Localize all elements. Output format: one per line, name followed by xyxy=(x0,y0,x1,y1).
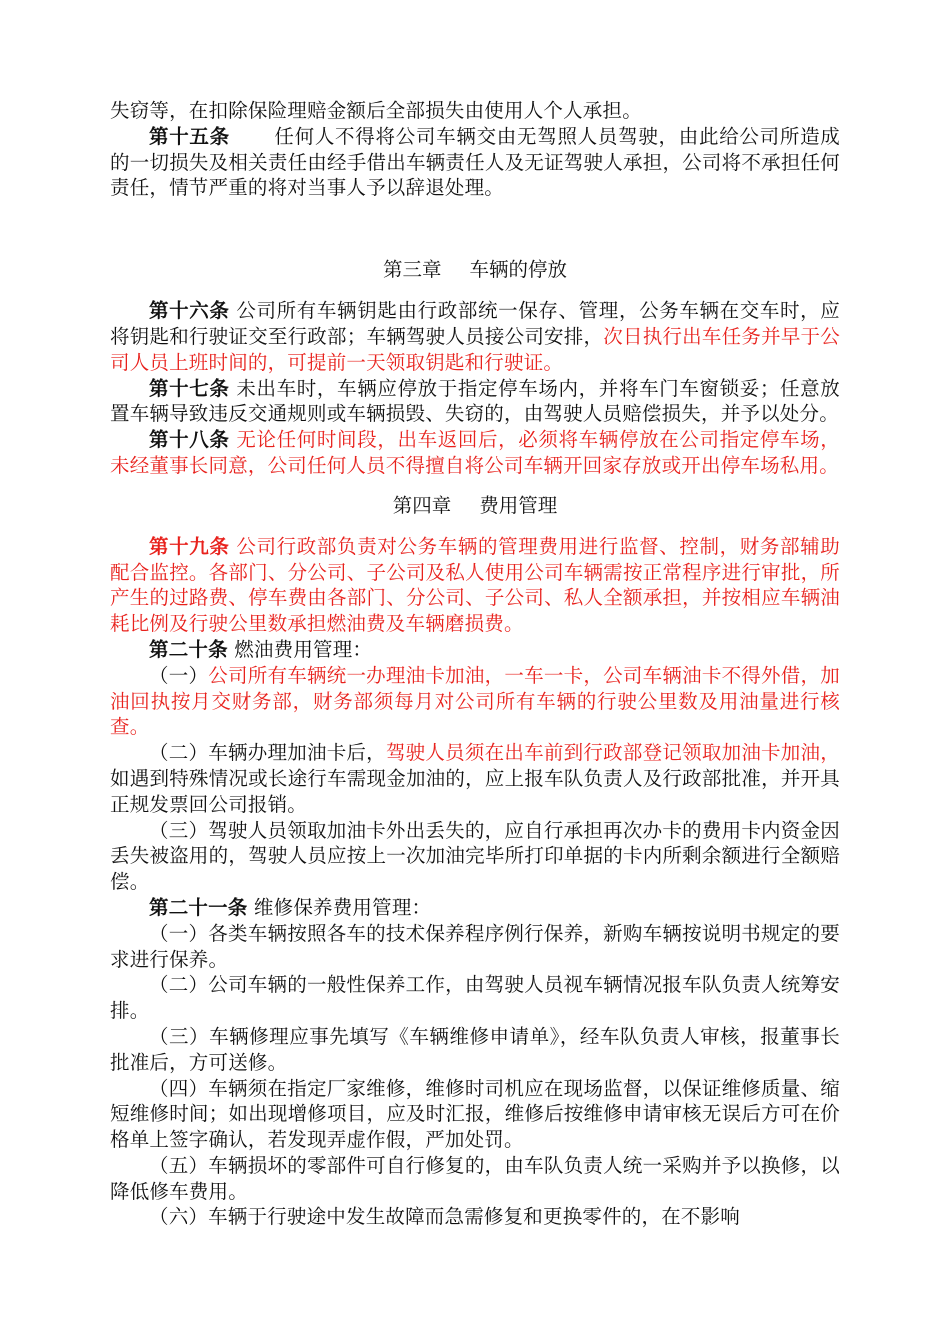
chapter-3-number: 第三章 xyxy=(382,258,442,282)
article-19-highlight: 公司行政部负责对公务车辆的管理费用进行监督、控制，财务部辅助配合监控。各部门、分公司、子公司及私人使用公司车辆需按正常程序进行审批，所产生的过路费、停车费由各部门、分公司、子公司、私人全额承担，并按相应车辆油耗比例及行驶公里数承担燃油费及车辆磨损费。 xyxy=(110,534,840,636)
article-20-item-1-highlight: 公司所有车辆统一办理油卡加油，一车一卡，公司车辆油卡不得外借，加油回执按月交财务部，财务部须每月对公司所有车辆的行驶公里数及用油量进行核查。 xyxy=(110,663,840,739)
article-21-item-1-text: （一）各类车辆按照各车的技术保养程序例行保养，新购车辆按说明书规定的要求进行保养。 xyxy=(110,921,840,971)
article-20-item-2-highlight: 驾驶人员须在出车前到行政部登记领取加油卡加油， xyxy=(385,741,840,765)
article-15-text: 任何人不得将公司车辆交由无驾照人员驾驶，由此给公司所造成的一切损失及相关责任由经手借出车辆责任人及无证驾驶人承担，公司将不承担任何责任，情节严重的将对当事人予以辞退处理。 xyxy=(110,124,840,200)
article-16-title: 第十六条 xyxy=(149,299,230,323)
article-21-item-4 xyxy=(110,1076,840,1153)
article-21-item-5-text: （五）车辆损坏的零部件可自行修复的，由车队负责人统一采购并予以换修，以降低修车费用。 xyxy=(110,1153,840,1203)
article-18-title: 第十八条 xyxy=(149,428,230,452)
chapter-3-name: 车辆的停放 xyxy=(469,258,568,282)
article-17-text: 未出车时，车辆应停放于指定停车场内，并将车门车窗锁妥；任意放置车辆导致违反交通规则或车辆损毁、失窃的，由驾驶人员赔偿损失，并予以处分。 xyxy=(110,376,840,426)
article-21-item-3-text: （三）车辆修理应事先填写《车辆维修申请单》，经车队负责人审核，报董事长批准后，方可送修。 xyxy=(110,1024,840,1074)
article-19 xyxy=(110,534,840,637)
article-20-item-3-text: 驾驶人员领取加油卡外出丢失的，应自行承担再次办卡的费用卡内资金因丢失被盗用的，驾驶人员应按上一次加油完毕所打印单据的卡内所剩余额进行全额赔偿。 xyxy=(110,818,840,894)
article-20-item-2-text-b: 如遇到特殊情况或长途行车需现金加油的，应上报车队负责人及行政部批准，并开具正规发票回公司报销。 xyxy=(110,766,840,816)
chapter-4-heading xyxy=(110,493,840,518)
item-number: （三） xyxy=(149,818,209,842)
article-17-title: 第十七条 xyxy=(149,376,230,400)
article-16-highlight: 次日执行出车任务并早于公司人员上班时间的，可提前一天领取钥匙和行驶证。 xyxy=(110,324,840,374)
chapter-4-number: 第四章 xyxy=(392,493,452,517)
article-21 xyxy=(110,895,840,921)
article-21-item-6-text: （六）车辆于行驶途中发生故障而急需修复和更换零件的，在不影响 xyxy=(149,1205,741,1229)
article-21-item-4-text: （四）车辆须在指定厂家维修，维修时司机应在现场监督，以保证维修质量、缩短维修时间；如出现增修项目，应及时汇报，维修后按维修申请审核无误后方可在价格单上签字确认，若发现弄虚作假，严加处罚。 xyxy=(110,1076,840,1152)
article-21-item-6 xyxy=(110,1204,840,1230)
article-21-item-5 xyxy=(110,1153,840,1205)
article-15 xyxy=(110,124,840,201)
article-20-text: 燃油费用管理： xyxy=(234,637,373,661)
article-21-item-2-text: （二）公司车辆的一般性保养工作，由驾驶人员视车辆情况报车队负责人统筹安排。 xyxy=(110,973,840,1023)
article-19-title: 第十九条 xyxy=(149,534,230,558)
article-21-text: 维修保养费用管理： xyxy=(253,895,432,919)
article-15-title: 第十五条 xyxy=(149,124,230,148)
article-20-item-2-text-a: 车辆办理加油卡后， xyxy=(208,741,386,765)
article-20-item-3 xyxy=(110,818,840,895)
article-17 xyxy=(110,376,840,428)
chapter-4-name: 费用管理 xyxy=(479,493,558,517)
article-20-item-1 xyxy=(110,663,840,740)
article-21-item-2 xyxy=(110,972,840,1024)
paragraph-continuation xyxy=(110,98,840,124)
chapter-3-heading xyxy=(110,257,840,282)
article-20-title: 第二十条 xyxy=(149,637,228,661)
article-20 xyxy=(110,637,840,663)
continuation-text: 失窃等，在扣除保险理赔金额后全部损失由使用人个人承担。 xyxy=(110,99,642,122)
article-20-item-2 xyxy=(110,740,840,817)
item-number: （二） xyxy=(149,741,209,765)
document-page xyxy=(110,98,840,1230)
article-21-item-3 xyxy=(110,1024,840,1076)
article-21-item-1 xyxy=(110,921,840,973)
article-16-text: 公司所有车辆钥匙由行政部统一保存、管理，公务车辆在交车时，应将钥匙和行驶证交至行政部；车辆驾驶人员接公司安排， xyxy=(110,299,840,348)
article-21-title: 第二十一条 xyxy=(149,895,248,919)
article-18 xyxy=(110,427,840,479)
item-number: （一） xyxy=(149,663,209,687)
article-18-highlight: 无论任何时间段，出车返回后，必须将车辆停放在公司指定停车场，未经董事长同意，公司任何人员不得擅自将公司车辆开回家存放或开出停车场私用。 xyxy=(110,428,840,477)
article-16 xyxy=(110,298,840,375)
